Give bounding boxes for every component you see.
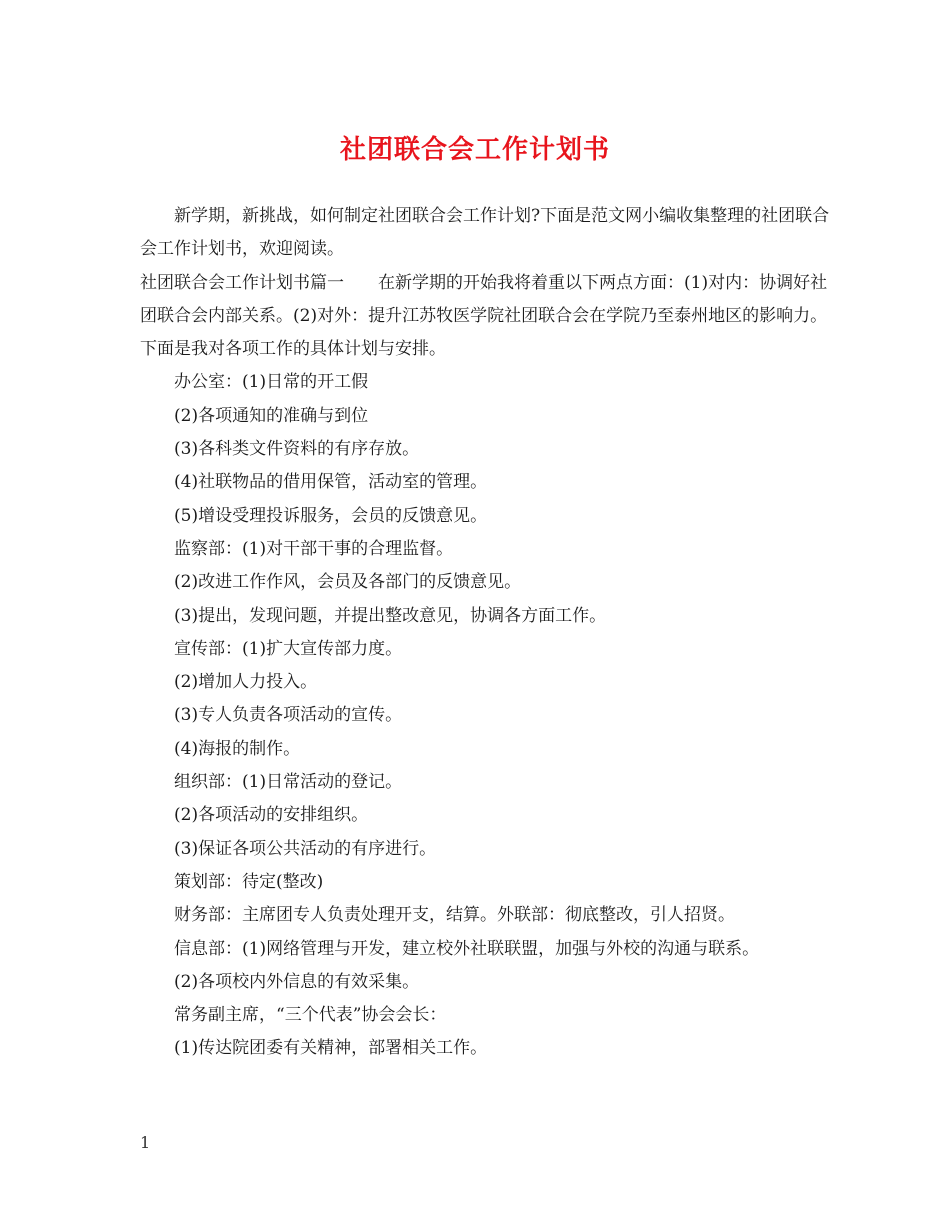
list-item: (3)专人负责各项活动的宣传。 [174,705,403,726]
list-item: (3)保证各项公共活动的有序进行。 [174,838,437,859]
intro-paragraph: 新学期，新挑战，如何制定社团联合会工作计划?下面是范文网小编收集整理的社团联合会工作计划书，欢迎阅读。 [140,206,830,260]
list-item: (2)各项校内外信息的有效采集。 [174,971,420,992]
list-item: 办公室：(1)日常的开工假 [174,372,369,393]
plan-heading-paragraph: 社团联合会工作计划书篇一 在新学期的开始我将着重以下两点方面：(1)对内：协调好社团联合会内部关系。(2)对外：提升江苏牧医学院社团联合会在学院乃至泰州地区的影响力。下面是我对各项工作的具体计划与安排。 [140,272,828,360]
list-item: (5)增设受理投诉服务，会员的反馈意见。 [174,505,488,526]
list-item: 监察部：(1)对干部干事的合理监督。 [174,538,454,559]
list-item: (4)海报的制作。 [174,738,301,759]
list-item: 策划部：待定(整改) [174,871,324,892]
document-body [140,200,840,1066]
list-item: 宣传部：(1)扩大宣传部力度。 [174,638,403,659]
list-item: 财务部：主席团专人负责处理开支，结算。外联部：彻底整改，引人招贤。 [174,905,735,926]
list-item: 组织部：(1)日常活动的登记。 [174,772,403,793]
list-item: 信息部：(1)网络管理与开发，建立校外社联联盟，加强与外校的沟通与联系。 [174,938,760,959]
list-item: 常务副主席，“三个代表”协会会长： [174,1005,447,1026]
list-item: (2)各项活动的安排组织。 [174,805,369,826]
list-item: (4)社联物品的借用保管，活动室的管理。 [174,472,488,493]
list-item: (3)各科类文件资料的有序存放。 [174,439,420,460]
page-number: 1 [140,1133,151,1152]
list-item: (2)改进工作作风，会员及各部门的反馈意见。 [174,572,522,593]
list-item: (3)提出，发现问题，并提出整改意见，协调各方面工作。 [174,605,607,626]
document-title: 社团联合会工作计划书 [339,135,610,165]
list-item: (1)传达院团委有关精神，部署相关工作。 [174,1038,488,1059]
list-item: (2)增加人力投入。 [174,672,318,693]
list-item: (2)各项通知的准确与到位 [174,405,369,426]
